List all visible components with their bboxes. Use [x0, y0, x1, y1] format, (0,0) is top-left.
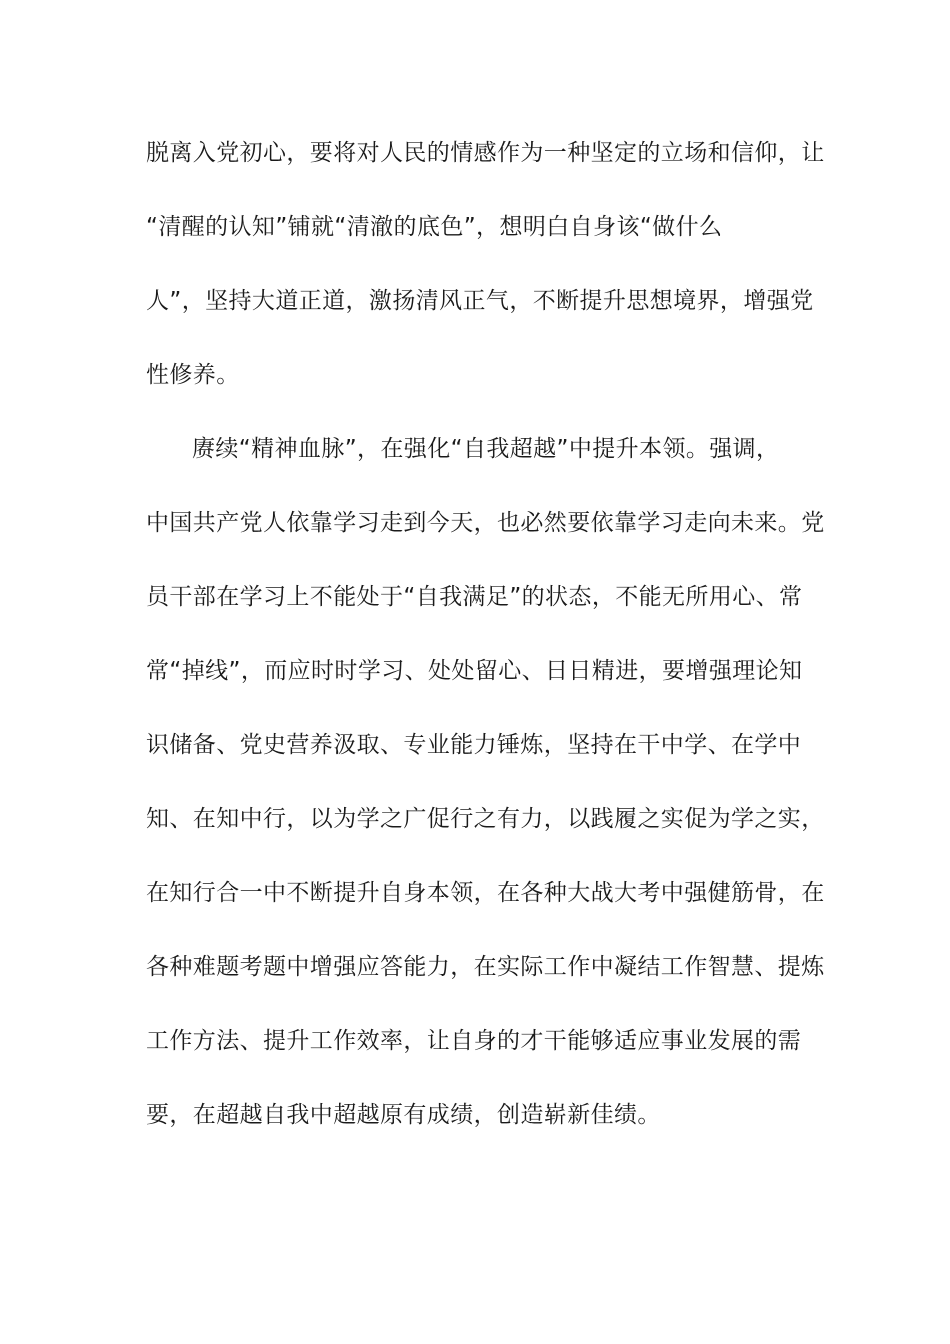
text-line: 常“掉线”，而应时时学习、处处留心、日日精进，要增强理论知 — [146, 658, 803, 684]
text-line: 赓续“精神血脉”，在强化“自我超越”中提升本领。强调， — [192, 436, 780, 462]
text-line: 工作方法、提升工作效率，让自身的才干能够适应事业发展的需 — [146, 1028, 802, 1054]
text-line: 中国共产党人依靠学习走到今天，也必然要依靠学习走向未来。党 — [146, 510, 825, 536]
text-line: 在知行合一中不断提升自身本领，在各种大战大考中强健筋骨，在 — [146, 880, 825, 906]
text-line: 要，在超越自我中超越原有成绩，创造崭新佳绩。 — [146, 1102, 661, 1128]
text-line: 员干部在学习上不能处于“自我满足”的状态，不能无所用心、常 — [146, 584, 803, 610]
text-line: 性修养。 — [146, 362, 240, 388]
text-line: 脱离入党初心，要将对人民的情感作为一种坚定的立场和信仰，让 — [146, 140, 825, 166]
text-line: “清醒的认知”铺就“清澈的底色”，想明白自身该“做什么 — [146, 214, 723, 240]
text-line: 识储备、党史营养汲取、专业能力锤炼，坚持在干中学、在学中 — [146, 732, 802, 758]
text-line: 知、在知中行，以为学之广促行之有力，以践履之实促为学之实， — [146, 806, 825, 832]
text-line: 人”，坚持大道正道，激扬清风正气，不断提升思想境界，增强党 — [146, 288, 814, 314]
text-line: 各种难题考题中增强应答能力，在实际工作中凝结工作智慧、提炼 — [146, 954, 825, 980]
